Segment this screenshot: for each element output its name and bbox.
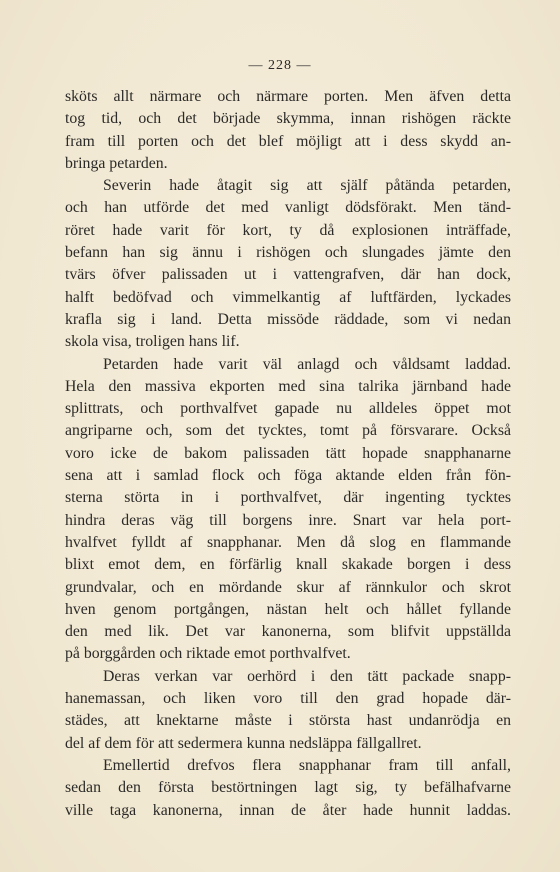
text-line: Emellertid drefvos flera snapphanar fram till anfall, <box>103 756 511 774</box>
text-line: krafla sig i land. Detta missöde räddade, som vi nedan <box>65 310 511 328</box>
text-line: Deras verkan var oerhörd i den tätt packade snapp- <box>103 667 511 685</box>
text-line: angriparne och, som det tycktes, tomt på försvarare. Också <box>65 422 511 440</box>
text-line: hanemassan, och liken voro till den grad hopade där- <box>65 690 511 708</box>
text-line: halft bedöfvad och vimmelkantig af luftfärden, lyckades <box>65 288 511 306</box>
text-line: Severin hade åtagit sig att själf påtända petarden, <box>103 177 511 195</box>
text-line: skola visa, troligen hans lif. <box>65 333 240 351</box>
text-line: hven genom portgången, nästan helt och hållet fyllande <box>65 600 511 618</box>
page-number: — 228 — <box>248 58 312 73</box>
text-line: bringa petarden. <box>65 154 168 172</box>
text-line: voro icke de bakom palissaden tätt hopade snapphanarne <box>65 444 511 462</box>
text-line: Hela den massiva ekporten med sina talrika järnband hade <box>65 377 511 395</box>
text-line: fram till porten och det blef möjligt att i dess skydd an- <box>65 132 511 150</box>
text-line: sedan den första bestörtningen lagt sig, ty befälhafvarne <box>65 779 511 797</box>
text-line: röret hade varit för kort, ty då explosionen inträffade, <box>65 221 511 239</box>
text-line: hvalfvet fylldt af snapphanar. Men då slog en flammande <box>65 533 511 551</box>
text-line: den med lik. Det var kanonerna, som blifvit uppställda <box>65 623 511 641</box>
text-line: blixt emot dem, en förfärlig knall skakade borgen i dess <box>65 556 511 574</box>
text-line: sena att i samlad flock och föga aktande elden från fön- <box>65 467 511 485</box>
text-line: hindra deras väg till borgens inre. Snart var hela port- <box>65 511 511 529</box>
text-line: sterna störta in i porthvalfvet, där ingenting tycktes <box>65 489 511 507</box>
text-line: ville taga kanonerna, innan de åter hade hunnit laddas. <box>65 801 511 819</box>
text-line: tvärs öfver palissaden ut i vattengrafven, där han dock, <box>65 266 511 284</box>
text-line: splittrats, och porthvalfvet gapade nu alldeles öppet mot <box>65 400 511 418</box>
text-line: städes, att knektarne måste i största hast undanrödja en <box>65 712 511 730</box>
text-line: på borggården och riktade emot porthvalfvet. <box>65 645 351 663</box>
text-line: tog tid, och det började skymma, innan rishögen räckte <box>65 110 511 128</box>
text-line: och han utförde det med vanligt dödsförakt. Men tänd- <box>65 199 511 217</box>
body-text <box>65 86 511 822</box>
text-line: grundvalar, och en mördande skur af rännkulor och skrot <box>65 578 511 596</box>
text-line: Petarden hade varit väl anlagd och våldsamt laddad. <box>103 355 511 373</box>
text-line: del af dem för att sedermera kunna nedsläppa fällgallret. <box>65 734 422 752</box>
text-line: befann han sig ännu i rishögen och slungades jämte den <box>65 244 511 262</box>
text-line: sköts allt närmare och närmare porten. Men äfven detta <box>65 88 511 105</box>
